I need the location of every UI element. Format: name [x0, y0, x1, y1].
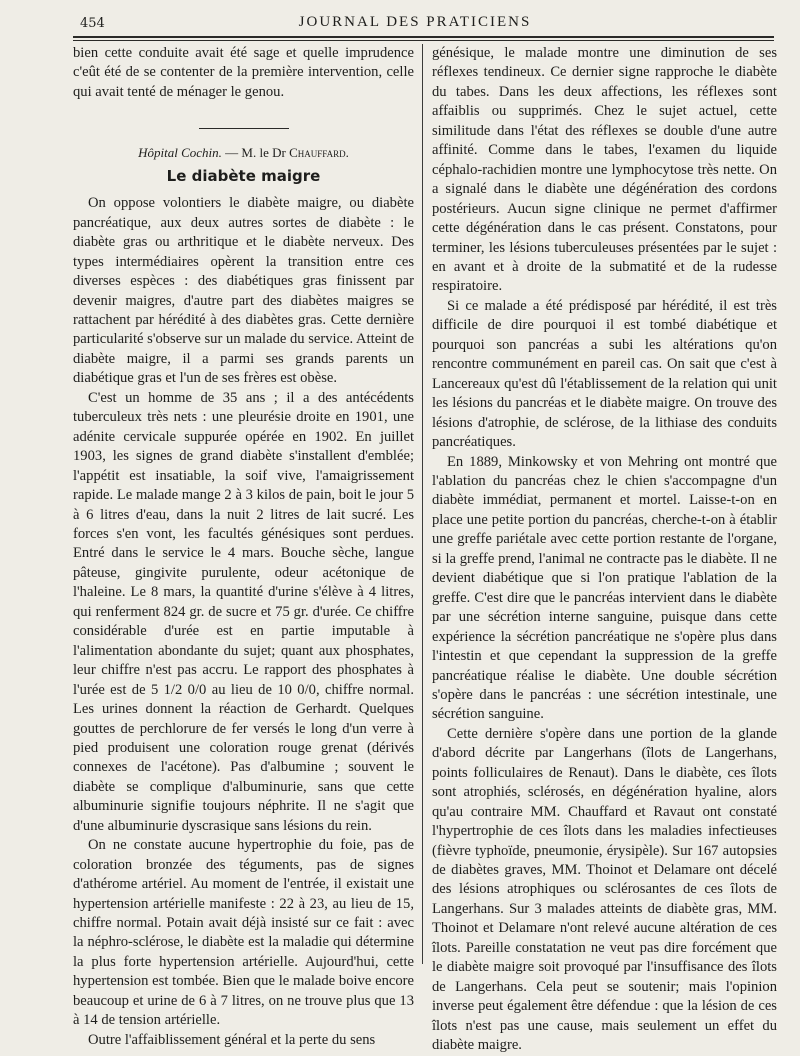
byline-author: Chauffard. — [289, 145, 349, 161]
article-title: Le diabète maigre — [166, 166, 321, 185]
paragraph: Cette dernière s'opère dans une portion de la glande d'abord décrite par Langerhans (îlots de Langerhans, points folliculaires de Renaut). Dans le diabète, ces îlots sont atrophiés, sclérosés, en dégénération hyaline, alors qu'au contraire MM. Chauffard et Ravaut ont constaté l'hypertrophie de ces îlots dans les maladies infectieuses (fièvre typhoïde, pneumonie, érysipèle). Sur 167 autopsies de diabètes graves, MM. Thoinot et Delamare ont décelé des lésions atrophiques ou sclérosantes de ces îlots de Langerhans. Sur 3 malades atteints de diabète gras, MM. Thoinot et Delamare n'ont relevé aucune altération de ces îlots. Pareille constatation ne veut pas dire forcément que le diabète maigre soit provoqué par l'insuffisance des îlots de Langerhans. Cela peut se soutenir; mais l'opinion inverse peut également être défendue : que la lésion de ces îlots n'est pas une cause, mais seulement un effet du diabète maigre. — [432, 725, 777, 1054]
left-column — [73, 44, 414, 1050]
page-header — [60, 10, 770, 36]
intro-paragraph: bien cette conduite avait été sage et quelle imprudence c'eût été de se contenter de la première intervention, celle qui avait tenté de ménager le genou. — [73, 45, 414, 100]
paragraph: Si ce malade a été prédisposé par hérédité, il est très difficile de dire pourquoi il est tombé diabétique et pourquoi son pancréas a subi les altérations qu'on rencontre communément en pareil cas. On sait que c'est à Lancereaux qu'est dû l'établissement de la relation qui unit les lésions du pancréas et le diabète maigre. On trouve des lésions d'atrophie, de sclérose, de la lithiase des conduits pancréatiques. — [432, 297, 777, 451]
paragraph: En 1889, Minkowsky et von Mehring ont montré que l'ablation du pancréas chez le chien s'accompagne d'un diabète immédiat, permanent et mortel. Laisse-t-on en place une petite portion du pancréas, cherche-t-on à établir une greffe pariétale avec cette portion restante de l'organe, si la greffe prend, l'animal ne contracte pas le diabète. Il ne devient diabétique que si l'on pratique l'ablation de la greffe. C'est dire que le pancréas intervient dans le diabète par une sécrétion interne sanguine, puisque dans cette expérience la sécrétion pancréatique ne s'opère plus dans l'intestin et que cependant la suppression de la greffe pancréatique réalise le diabète. Une double sécrétion s'opère dans le pancréas : une sécrétion intestinale, une sécrétion sanguine. — [432, 453, 777, 723]
byline — [73, 143, 414, 162]
byline-hospital: Hôpital Cochin. — [138, 145, 222, 161]
paragraph: génésique, le malade montre une diminution de ses réflexes tendineux. Ce dernier signe rapproche le diabète du tabes. Dans les deux affections, les réflexes sont affaiblis ou supprimés. Chez le sujet actuel, cette similitude dans l'état des réflexes se double d'une autre affinité. Comme dans le tabes, l'examen du liquide céphalo-rachidien montre une lymphocytose très nette. On a signalé dans le diabète une dégénération des cordons postérieurs. Aucun signe clinique ne permet d'affirmer cette dégénération dans le cas présent. Constatons, pour terminer, les lésions tuberculeuses présentées par le sujet : en avant et à droite de la submatité et de la rudesse respiratoire. — [432, 45, 777, 295]
byline-prefix: — M. le Dr — [221, 145, 290, 161]
paragraph: Outre l'affaiblissement général et la perte du sens — [88, 1031, 376, 1048]
paragraph: C'est un homme de 35 ans ; il a des antécédents tuberculeux très nets : une pleurésie droite en 1901, une adénite cervicale suppurée opérée en 1902. En juillet 1903, les signes de grand diabète s'installent d'emblée; l'appétit est insatiable, la soif vive, l'amaigrissement rapide. Le malade mange 2 à 3 kilos de pain, boit le jour 5 à 6 litres d'eau, dans la nuit 2 litres de lait sucré. Les forces s'en vont, les facultés génésiques sont perdues. Entré dans le service le 4 mars. Bouche sèche, langue pâteuse, gingivite purulente, odeur acétonique de l'haleine. Le 8 mars, la quantité d'urine s'élève à 4 litres, qui renferment 824 gr. de sucre et 75 gr. d'urée. Ce chiffre considérable d'urée est en partie imputable à l'alimentation abondante du sujet; quant aux phosphates, leur chiffre n'est pas accru. Le rapport des phosphates à l'urée est de 5 1/2 0/0 au lieu de 10 0/0, chiffre normal. Les urines donnent la réaction de Gerhardt. Quelques gouttes de perchlorure de fer versés le long d'un verre à pied produisent une coloration rouge grenat (dérivés connexes de l'acétone). Pas d'albumine ; souvent le diabète se complique d'albuminurie, sans que cette albuminurie signifie toujours néphrite. Il ne s'agit que d'une albuminurie dyscrasique sans lésions du rein. — [73, 389, 414, 834]
page-number: 454 — [80, 16, 105, 31]
column-divider — [422, 44, 423, 964]
right-column — [432, 44, 777, 1056]
header-rule — [73, 36, 774, 41]
journal-title: JOURNAL DES PRATICIENS — [298, 14, 532, 30]
section-separator — [199, 128, 289, 129]
paragraph: On ne constate aucune hypertrophie du foie, pas de coloration bronzée des téguments, pas de signes d'athérome artériel. Au moment de l'entrée, il existait une hypertension artérielle manifeste : 22 à 23, au lieu de 15, chiffre normal. Potain avait déjà insisté sur ce fait : avec la néphro-sclérose, le diabète est la maladie qui détermine la plus forte hypertension artérielle. Aujourd'hui, cette hypertension est tombée. Bien que le malade boive encore beaucoup et urine de 6 à 7 litres, on ne trouve plus que 13 à 14 de tension artérielle. — [73, 837, 414, 1029]
paragraph: On oppose volontiers le diabète maigre, ou diabète pancréatique, aux deux autres sortes de diabète : le diabète gras ou arthritique et le diabète nerveux. Des types intermédiaires opèrent la transition entre ces diverses espèces : des diabétiques gras finissent par devenir maigres, d'autre part des diabètes maigres se rattachent par hérédité à des diabètes gras. Cette dernière particularité s'observe sur un malade du service. Atteint de diabète maigre, il a parmi ses grands parents un diabétique gras et l'un de ses frères est obèse. — [73, 195, 415, 387]
